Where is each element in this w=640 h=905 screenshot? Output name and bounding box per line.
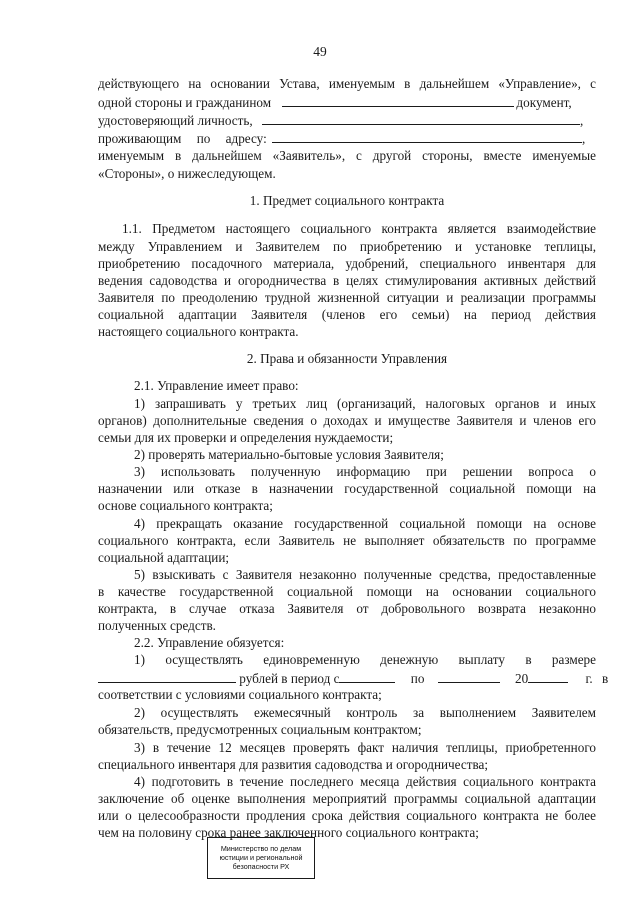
citizen-name-blank (282, 94, 514, 107)
intro-line-1: действующего на основании Устава, именуемым в дальнейшем «Управление», с (98, 76, 596, 91)
right-5-line: полученных средств. (98, 618, 216, 633)
section-1-line: социальной адаптации Заявителя (членов его семьи) на период действия (98, 307, 596, 322)
right-3-line: назначении или отказе в назначении государственной социальной помощи на (98, 481, 596, 496)
right-4-line: социального контракта, если Заявитель не выполняет обязательств по программе (98, 533, 596, 548)
obligation-4-line: заключение об оценке выполнения мероприятий программы социальной адаптации (98, 791, 596, 806)
amount-blank (98, 670, 236, 683)
section-2-heading: 2. Права и обязанности Управления (246, 351, 448, 366)
obligation-4-line: или о целесообразности продления срока действия социального контракта не более (98, 808, 596, 823)
rubles-period-label: рублей в период с (239, 671, 340, 686)
obligation-2-line: 2) осуществлять ежемесячный контроль за выполнением Заявителем (134, 705, 596, 720)
section-1-line: Заявителя по преодолению трудной жизненной ситуации и реализации программы (98, 290, 596, 305)
until-label: по (410, 671, 425, 686)
start-date-blank (339, 670, 395, 683)
section-1-line: приобретению посадочного материала, удобрений, специального инвентаря для (98, 256, 596, 271)
right-4-line: социальной адаптации; (98, 550, 230, 565)
obligation-4-line: чем на половину срока ранее заключенного социального контракта; (98, 825, 479, 840)
intro-line-3 (98, 112, 596, 129)
obligation-1-line: 1) осуществлять единовременную денежную выплату в размере (134, 652, 596, 667)
year-prefix: 20 (515, 671, 529, 686)
intro-comma: , (582, 131, 586, 146)
section-1-heading: 1. Предмет социального контракта (249, 193, 445, 208)
right-3-line: основе социального контракта; (98, 498, 273, 513)
intro-line-2 (98, 94, 596, 111)
intro-address-label: проживающим по адресу: (98, 131, 267, 146)
clause-2-1-heading: 2.1. Управление имеет право: (134, 378, 299, 393)
intro-comma: , (580, 113, 584, 128)
obligation-4-line: 4) подготовить в течение последнего месяца действия социального контракта (134, 774, 596, 789)
address-blank (272, 130, 582, 143)
page-number: 49 (313, 44, 327, 59)
section-1-line: между Управлением и Заявителем по приобретению и установке теплицы, (98, 239, 596, 254)
obligation-2-line: обязательств, предусмотренных социальным контрактом; (98, 722, 422, 737)
ministry-stamp (207, 837, 315, 879)
stamp-line: Министерство по делам (220, 844, 302, 853)
obligation-1-line: соответствии с условиями социального контракта; (98, 687, 382, 702)
section-1-line: ведения садоводства и огородничества в целях стимулирования активных действий (98, 273, 596, 288)
intro-citizen-label: одной стороны и гражданином (98, 95, 272, 110)
year-blank (528, 670, 568, 683)
right-3-line: 3) использовать полученную информацию при решении вопроса о (134, 464, 596, 479)
section-1-line: настоящего социального контракта. (98, 324, 299, 339)
right-1-line: 1) запрашивать у третьих лиц (организаций, налоговых органов и иных (134, 396, 596, 411)
intro-line-6: «Стороны», о нижеследующем. (98, 166, 276, 181)
section-1-line: 1.1. Предметом настоящего социального контракта является взаимодействие (122, 221, 596, 236)
right-5-line: в качестве государственной социальной помощи на основании социального (98, 584, 596, 599)
obligation-1-payment-line (98, 670, 609, 687)
right-4-line: 4) прекращать оказание государственной социальной помощи на основе (134, 516, 596, 531)
year-suffix: г. в (585, 671, 609, 686)
right-5-line: 5) взыскивать с Заявителя незаконно полученные средства, предоставленные (134, 567, 596, 582)
right-5-line: контракта, в случае отказа Заявителя от добровольного возврата незаконно (98, 601, 596, 616)
clause-2-2-heading: 2.2. Управление обязуется: (134, 635, 285, 650)
intro-line-5: именуемым в дальнейшем «Заявитель», с другой стороны, вместе именуемые (98, 148, 596, 163)
intro-document-label: документ, (516, 95, 572, 110)
right-1-line: семьи для их проверки и определения нуждаемости; (98, 430, 394, 445)
end-date-blank (438, 670, 500, 683)
right-1-line: органов) дополнительные сведения о доходах и имуществе Заявителя и членов его (98, 413, 596, 428)
obligation-3-line: 3) в течение 12 месяцев проверять факт наличия теплицы, приобретенного (134, 740, 596, 755)
intro-identity-label: удостоверяющий личность, (98, 113, 253, 128)
stamp-line: безопасности РХ (232, 862, 290, 871)
right-2-line: 2) проверять материально-бытовые условия Заявителя; (134, 447, 444, 462)
intro-line-4 (98, 130, 596, 147)
identity-document-blank (262, 112, 580, 125)
stamp-line: юстиции и региональной (219, 853, 303, 862)
obligation-3-line: специального инвентаря для развития садоводства и огородничества; (98, 757, 489, 772)
